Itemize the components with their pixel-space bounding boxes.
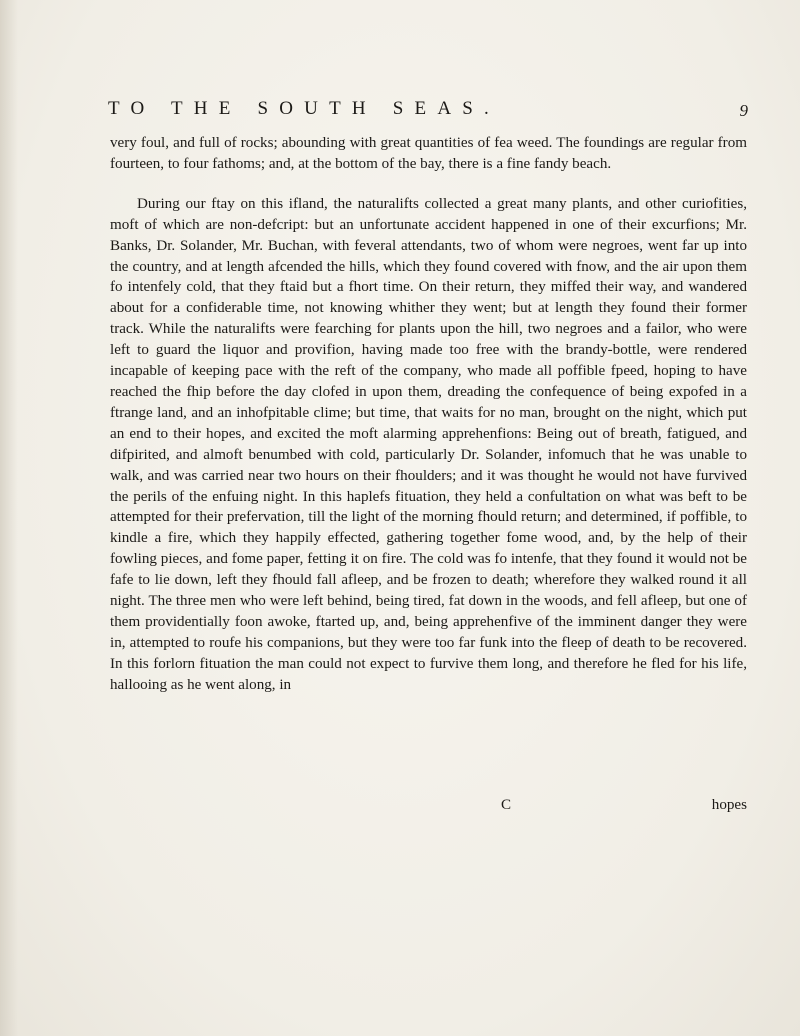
body-text [110,133,747,696]
page-number: 9 [739,101,748,120]
signature-mark: C [501,797,512,813]
page-header [108,98,748,128]
paragraph-2: During our ftay on this ifland, the naturalifts collected a great many plants, and other curiofities, moft of which are non-defcript: but an unfortunate accident happened in one of their excurfions; Mr. Banks, Dr. Solander, Mr. Buchan, with feveral attendants, two of whom were negroes, went far up into the country, and at length afcended the hills, which they found covered with fnow, and the air upon them fo intenfely cold, that they ftaid but a fhort time. On their return, they miffed their way, and wandered about for a confiderable time, not knowing whither they went; but at length they found their former track. While the naturalifts were fearching for plants upon the hill, two negroes and a failor, who were left to guard the liquor and provifion, having made too free with the brandy-bottle, were rendered incapable of keeping pace with the reft of the company, who made all poffible fpeed, hoping to have reached the fhip before the day clofed in upon them, dreading the confequence of being expofed in a ftrange land, and an inhofpitable clime; but time, that waits for no man, brought on the night, which put an end to their hopes, and excited the moft alarming apprehenfions: Being out of breath, fatigued, and difpirited, and almoft benumbed with cold, particularly Dr. Solander, infomuch that he was unable to walk, and was carried near two hours on their fhoulders; and it was thought he would not have furvived the perils of the enfuing night. In this haplefs fituation, they held a confultation on what was beft to be attempted for their prefervation, till the light of the morning fhould return; and determined, if poffible, to kindle a fire, which they happily effected, gathering together fome wood, and, by the help of their fowling pieces, and fome paper, fetting it on fire. The cold was fo intenfe, that they found it would not be fafe to lie down, left they fhould fall afleep, and be frozen to death; wherefore they walked round it all night. The three men who were left behind, being tired, fat down in the woods, and fell afleep, but one of them providentially foon awoke, ftarted up, and, being apprehenfive of the imminent danger they were in, attempted to roufe his companions, but they were too far funk into the fleep of death to be recovered. In this forlorn fituation the man could not expect to furvive them long, and therefore he fled for his life, hallooing as he went along, in [110,195,747,693]
running-head: TO THE SOUTH SEAS. [108,98,500,119]
page-footer [110,797,747,821]
page-gutter-shadow [0,0,18,1036]
catchword: hopes [711,797,747,813]
paragraph-1: very foul, and full of rocks; abounding with great quantities of fea weed. The foundings are regular from fourteen, to four fathoms; and, at the bottom of the bay, there is a fine fandy beach. [110,135,747,172]
